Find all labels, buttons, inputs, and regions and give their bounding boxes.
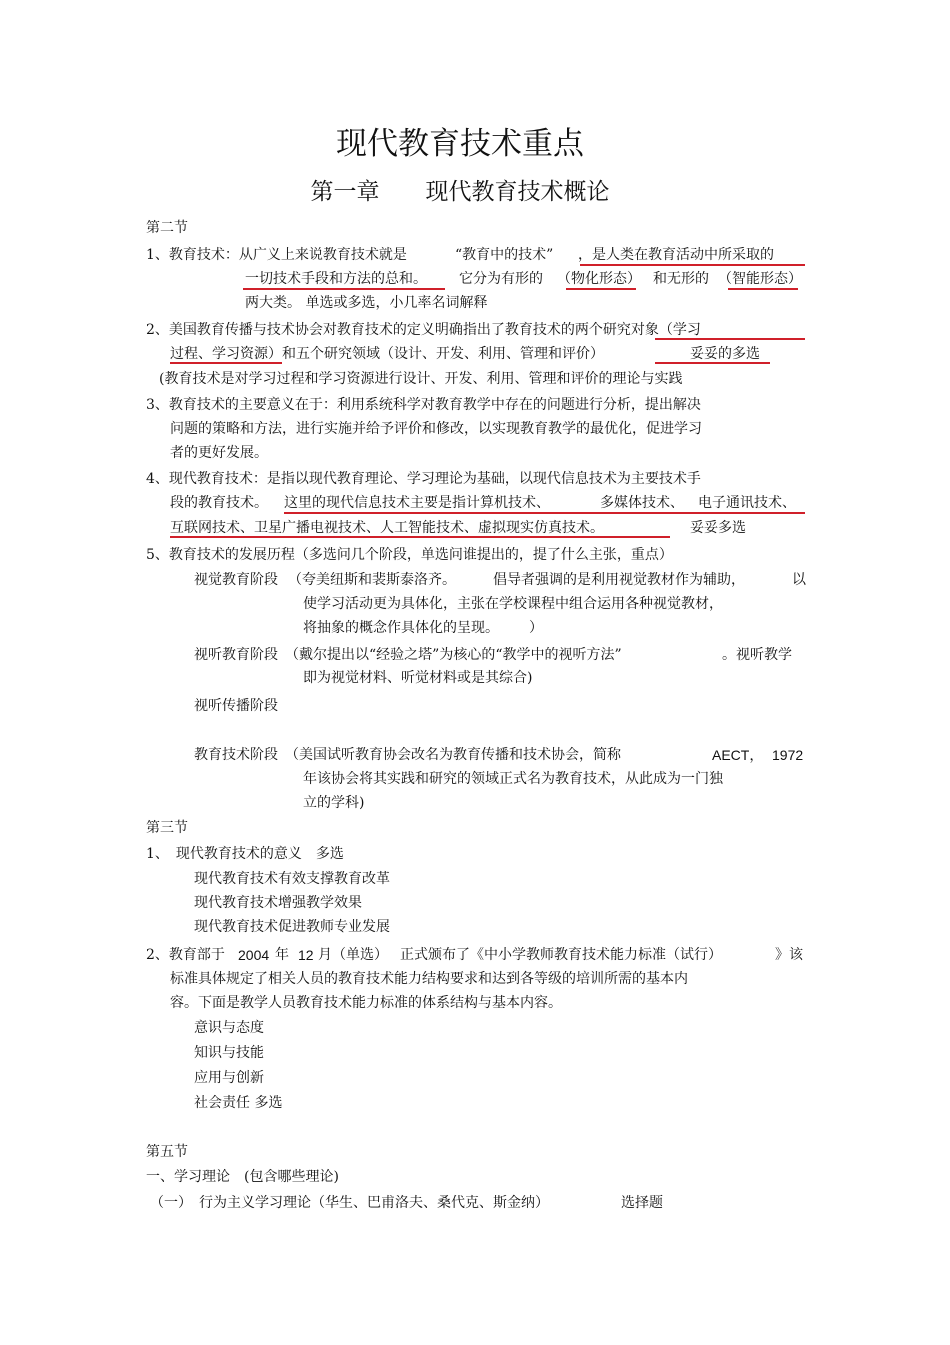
highlight-underline — [728, 288, 798, 290]
text-line: 妥妥的多选 — [690, 346, 760, 362]
text-line: 正式颁布了《中小学教师教育技术能力标准（试行） — [400, 947, 722, 963]
text-line: 和无形的 — [653, 271, 709, 287]
text-line: 容。下面是教学人员教育技术能力标准的体系结构与基本内容。 — [170, 995, 562, 1011]
text-line: 5、教育技术的发展历程（多选问几个阶段，单选问谁提出的，提了什么主张，重点） — [146, 547, 673, 563]
text-line: 过程、学习资源）和五个研究领域（设计、开发、利用、管理和评价） — [170, 346, 604, 362]
text-line: 者的更好发展。 — [170, 445, 268, 461]
list-item: 现代教育技术增强教学效果 — [194, 895, 362, 911]
text-line: 这里的现代信息技术主要是指计算机技术、 — [284, 495, 550, 511]
highlight-underline — [243, 288, 445, 290]
list-item: 知识与技能 — [194, 1045, 264, 1061]
highlight-underline — [580, 264, 805, 266]
text-line: （戴尔提出以“经验之塔”为核心的“教学中的视听方法” — [285, 647, 622, 663]
list-item: 现代教育技术有效支撑教育改革 — [194, 871, 390, 887]
section-heading: 第二节 — [146, 220, 188, 236]
highlight-underline — [170, 362, 282, 364]
text-line: 2004 — [238, 947, 270, 963]
highlight-underline — [284, 512, 805, 514]
chapter-title: 第一章 现代教育技术概论 — [310, 179, 610, 205]
highlight-underline — [655, 362, 770, 364]
text-line: 3、教育技术的主要意义在于：利用系统科学对教育教学中存在的问题进行分析，提出解决 — [146, 397, 701, 413]
list-item: 现代教育技术促进教师专业发展 — [194, 919, 390, 935]
text-line: 以 — [792, 572, 806, 588]
highlight-underline — [566, 288, 636, 290]
text-line: (教育技术是对学习过程和学习资源进行设计、开发、利用、管理和评价的理论与实践 — [159, 371, 683, 387]
text-line: 2、教育部于 — [146, 947, 225, 963]
list-item: 意识与态度 — [194, 1020, 264, 1036]
text-line: 它分为有形的 — [459, 271, 543, 287]
text-line: （一） 行为主义学习理论（华生、巴甫洛夫、桑代克、斯金纳） — [150, 1195, 549, 1211]
text-line: 12 — [298, 947, 314, 963]
text-line: 》该 — [775, 947, 803, 963]
text-line: 将抽象的概念作具体化的呈现。 — [303, 620, 499, 636]
stage-label: 视听传播阶段 — [194, 698, 278, 714]
section-heading: 第三节 — [146, 820, 188, 836]
text-line: 。视听教学 — [722, 647, 792, 663]
text-line: 电子通讯技术、 — [698, 495, 796, 511]
text-line: （美国试听教育协会改名为教育传播和技术协会，简称 — [285, 747, 621, 763]
text-line: 倡导者强调的是利用视觉教材作为辅助， — [493, 572, 745, 588]
text-line: 一切技术手段和方法的总和。 — [245, 271, 427, 287]
text-line: （夸美纽斯和裴斯泰洛齐。 — [288, 572, 456, 588]
stage-label: 视觉教育阶段 — [194, 572, 278, 588]
text-line: 两大类。 单选或多选，小几率名词解释 — [245, 295, 488, 311]
list-item: 社会责任 多选 — [194, 1095, 283, 1111]
text-line: 年该协会将其实践和研究的领域正式名为教育技术，从此成为一门独 — [303, 771, 723, 787]
section-heading: 第五节 — [146, 1144, 188, 1160]
text-line: （物化形态） — [557, 271, 641, 287]
text-line: 立的学科) — [303, 795, 365, 811]
text-line: AECT， — [712, 747, 764, 763]
stage-label: 视听教育阶段 — [194, 647, 278, 663]
text-line: 使学习活动更为具体化，主张在学校课程中组合运用各种视觉教材， — [303, 596, 723, 612]
text-line: 1、 现代教育技术的意义 多选 — [146, 846, 344, 862]
text-line: 妥妥多选 — [690, 520, 746, 536]
text-line: 1、教育技术：从广义上来说教育技术就是 — [146, 247, 407, 263]
page-title: 现代教育技术重点 — [336, 126, 584, 162]
text-line: 问题的策略和方法，进行实施并给予评价和修改，以实现教育教学的最优化，促进学习 — [170, 421, 702, 437]
list-item: 应用与创新 — [194, 1070, 264, 1086]
text-line: （智能形态） — [718, 271, 802, 287]
text-line: 选择题 — [621, 1195, 663, 1211]
text-line: ，是人类在教育活动中所采取的 — [578, 247, 774, 263]
stage-label: 教育技术阶段 — [194, 747, 278, 763]
text-line: 即为视觉材料、听觉材料或是其综合) — [303, 670, 533, 686]
highlight-underline — [655, 338, 805, 340]
text-line: 4、现代教育技术：是指以现代教育理论、学习理论为基础，以现代信息技术为主要技术手 — [146, 471, 701, 487]
text-line: “教育中的技术” — [455, 247, 554, 263]
text-line: 段的教育技术。 — [170, 495, 268, 511]
text-line: 月（单选） — [318, 947, 388, 963]
text-line: 一、学习理论 (包含哪些理论) — [146, 1169, 339, 1185]
text-line: ） — [529, 620, 543, 636]
text-line: 2、美国教育传播与技术协会对教育技术的定义明确指出了教育技术的两个研究对象（学习 — [146, 322, 701, 338]
highlight-underline — [170, 536, 670, 538]
text-line: 标准具体规定了相关人员的教育技术能力结构要求和达到各等级的培训所需的基本内 — [170, 971, 688, 987]
text-line: 1972 — [772, 747, 804, 763]
text-line: 互联网技术、卫星广播电视技术、人工智能技术、虚拟现实仿真技术。 — [170, 520, 604, 536]
text-line: 年 — [275, 947, 289, 963]
text-line: 多媒体技术、 — [600, 495, 684, 511]
